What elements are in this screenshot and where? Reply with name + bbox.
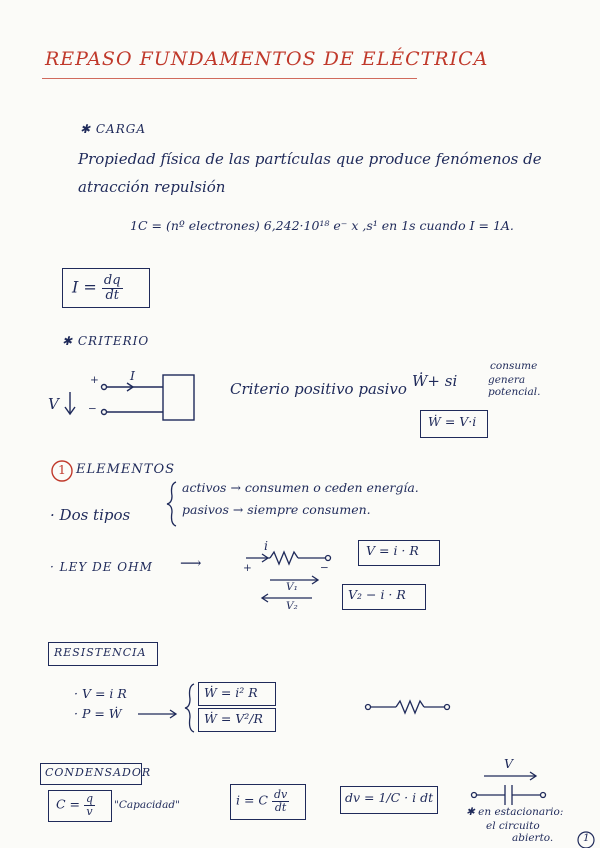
capacitor-voltage-eq: dv = 1/C · i dt xyxy=(345,790,434,805)
criterio-current-label: I xyxy=(130,368,135,383)
ohm-equation1: V = i · R xyxy=(366,543,419,558)
criterio-voltage-label: V xyxy=(48,395,59,413)
ohm-current-label: i xyxy=(264,538,268,553)
dos-tipos-label: · Dos tipos xyxy=(50,506,131,524)
resistencia-eq2: Ẇ = V²/R xyxy=(204,711,263,726)
resistencia-power: · P = Ẇ xyxy=(74,706,122,721)
tipos-activos: activos → consumen o ceden energía. xyxy=(182,480,419,495)
current-denominator: dt xyxy=(105,287,119,303)
criterio-note-genera: genera xyxy=(488,374,526,386)
elementos-number: 1 xyxy=(58,462,66,477)
page-title: REPASO FUNDAMENTOS DE ELÉCTRICA xyxy=(45,48,489,70)
capacitor-current-denominator: dt xyxy=(274,800,287,814)
page-number: 1 xyxy=(583,832,590,844)
criterio-text: Criterio positivo pasivo xyxy=(230,380,407,398)
ohm-plus-sign: + xyxy=(243,562,252,574)
carga-header: ✱ CARGA xyxy=(80,122,147,136)
ohm-v1-label: V₁ xyxy=(286,581,298,593)
resistencia-header: RESISTENCIA xyxy=(54,646,147,659)
ohm-v2-label: V₂ xyxy=(286,600,298,612)
ohm-equation2: V₂ − i · R xyxy=(348,587,406,602)
tipos-pasivos: pasivos → siempre consumen. xyxy=(182,502,371,517)
condensador-header: CONDENSADOR xyxy=(45,766,152,779)
ohm-minus-sign: − xyxy=(320,562,329,574)
resistencia-eq1: Ẇ = i² R xyxy=(204,685,258,700)
ley-ohm-arrow: ⟶ xyxy=(180,554,202,572)
criterio-plus-sign: + xyxy=(90,374,99,386)
power-equation: Ẇ = V·i xyxy=(428,414,477,429)
carga-definition-line1: Propiedad física de las partículas que produce fenómenos de xyxy=(78,150,542,168)
resistencia-ohm-law: · V = i R xyxy=(74,686,127,701)
capacitance-lhs: C = xyxy=(56,796,81,812)
capacitor-voltage-label: V xyxy=(504,756,514,771)
capacitance-numerator: q xyxy=(86,792,94,805)
carga-definition-line2: atracción repulsión xyxy=(78,178,226,196)
estacionario-note-line3: abierto. xyxy=(512,832,554,844)
estacionario-note-line2: el circuito xyxy=(486,820,540,832)
criterio-note-consume: consume xyxy=(490,360,538,372)
criterio-header: ✱ CRITERIO xyxy=(62,334,150,348)
capacitance-denominator: v xyxy=(86,804,93,818)
carga-formula: 1C = (nº electrones) 6,242·10¹⁸ e⁻ x ,s¹ en 1s cuando I = 1A. xyxy=(130,218,514,233)
criterio-power-sign: Ẇ+ si xyxy=(412,372,458,390)
current-numerator: dq xyxy=(103,273,121,288)
current-lhs: I = xyxy=(72,277,97,297)
ley-ohm-label: · LEY DE OHM xyxy=(50,560,153,574)
estacionario-note-line1: ✱ en estacionario: xyxy=(466,806,564,818)
capacidad-label: "Capacidad" xyxy=(114,799,180,811)
criterio-note-potencial: potencial. xyxy=(488,386,541,398)
criterio-minus-sign: − xyxy=(88,403,97,415)
capacitor-current-lhs: i = C xyxy=(236,792,268,808)
capacitor-current-numerator: dv xyxy=(273,788,288,801)
elementos-header: ELEMENTOS xyxy=(76,462,176,477)
